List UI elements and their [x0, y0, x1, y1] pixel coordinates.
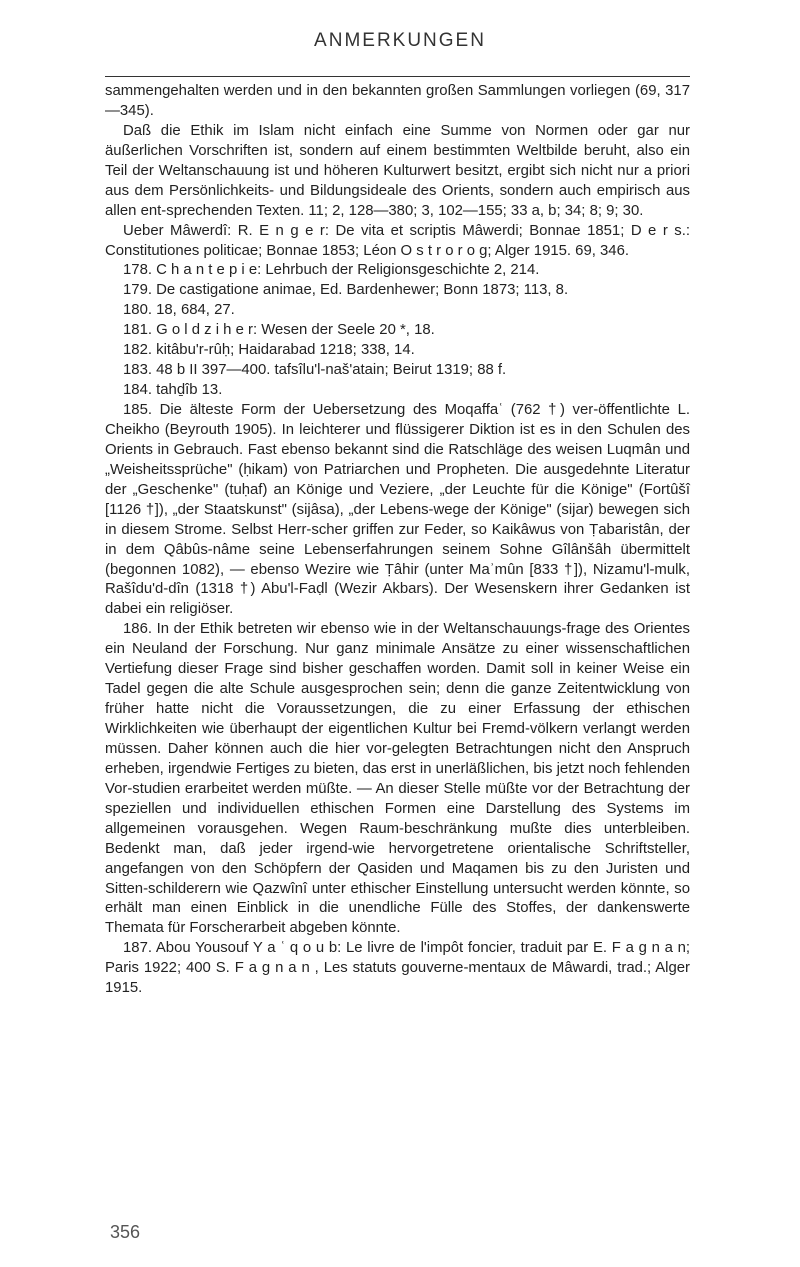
- note-continuation: sammengehalten werden und in den bekannten großen Sammlungen vorliegen (69, 317—345).: [105, 83, 690, 119]
- page-header: ANMERKUNGEN: [314, 30, 486, 51]
- header-rule: [105, 76, 690, 77]
- note-184: 184. tahḏîb 13.: [123, 382, 223, 399]
- note-187: 187. Abou Yousouf Y a ʿ q o u b: Le livre de l'impôt foncier, traduit par E. F a g n a n; Paris 1922; 400 S. F a g n a n , Les statuts gouverne-mentaux de Mâwardi, trad.; Alger 1915.: [105, 940, 690, 997]
- note-186: 186. In der Ethik betreten wir ebenso wie in der Weltanschauungs-frage des Orientes ein Neuland der Forschung. Nur ganz minimale Ansätze zu einer wissenschaftlichen Vertiefung dieser Frage sind bisher geschaffen worden. Damit soll in keiner Weise ein Tadel gegen die alte Schule ausgesprochen sein; denn die ganze Zeitentwicklung von früher hatte nicht die Voraussetzungen, die zu einer Erfassung der ethischen Wirklichkeiten wie überhaupt der eigentlichen Kultur bei Fremd-völkern verlangt werden müssen. Daher können auch die hier vor-gelegten Betrachtungen nicht den Anspruch erheben, irgendwie Fertiges zu bieten, das erst in unerläßlichen, bis jetzt noch fehlenden Vor-studien erarbeitet werden müßte. — An dieser Stelle müßte vor der Betrachtung der speziellen und individuellen ethischen Formen eine Darstellung des Systems im allgemeinen vorausgehen. Wegen Raum-beschränkung mußte dies unterbleiben. Bedenkt man, daß jeder irgend-wie hervorgetretene orientalische Schriftsteller, angefangen von den Schöpfern der Qasiden und Maqamen bis zu den Juristen und Sitten-schilderern wie Qazwînî unter ethischer Einstellung untersucht werden könnte, so erhält man einen Einblick in die unendliche Fülle des Stoffes, der dankenswerte Themata für Forscherarbeit abgeben könnte.: [105, 621, 690, 937]
- note-179: 179. De castigatione animae, Ed. Bardenhewer; Bonn 1873; 113, 8.: [123, 282, 569, 299]
- note-185: 185. Die älteste Form der Uebersetzung des Moqaffaʿ (762 †) ver-öffentlichte L. Cheikho (Beyrouth 1905). In leichterer und flüssigerer Diktion ist es in den Schulen des Orients in Gebrauch. Fast ebenso bekannt sind die Ratschläge des weisen Luqmân und „Weisheitssprüche" (ḥikam) von Patriarchen und Propheten. Die ausgedehnte Literatur der „Geschenke" (tuḥaf) an Könige und Veziere, „der Leuchte für die Könige" (Fortûšî [1126 †]), „der Staatskunst" (sijâsa), „der Lebens-wege der Könige" (sijar) bewegen sich in diesem Strome. Selbst Herr-scher griffen zur Feder, so Kaikâwus von Ṭabaristân, der in dem Qâbûs-nâme seine Lebenserfahrungen seinem Sohne Gîlânšâh übermittelt (begonnen 1082), — ebenso Wezire wie Ṭâhir (unter Maʾmûn [833 †]), Nizamu'l-mulk, Rašîdu'd-dîn (1318 †) Abu'l-Faḍl (Wezir Akbars). Der Wesenskern ihrer Gedanken ist dabei ein religiöser.: [105, 402, 690, 618]
- note-183: 183. 48 b II 397—400. tafsîlu'l-naš'atain; Beirut 1319; 88 f.: [123, 362, 507, 379]
- note-181: 181. G o l d z i h e r: Wesen der Seele 20 *, 18.: [123, 322, 435, 339]
- page-number: 356: [110, 1222, 141, 1242]
- note-180: 180. 18, 684, 27.: [123, 302, 235, 319]
- note-182: 182. kitâbu'r-rûḥ; Haidarabad 1218; 338, 14.: [123, 342, 415, 359]
- footnotes-body: [105, 82, 690, 999]
- note-178: 178. C h a n t e p i e: Lehrbuch der Religionsgeschichte 2, 214.: [123, 262, 540, 279]
- note-paragraph-ethics: Daß die Ethik im Islam nicht einfach eine Summe von Normen oder gar nur äußerlichen Vorschriften ist, sondern auf einem bestimmten Weltbilde beruht, also ein Teil der Weltanschauung ist und höheren Kulturwert besitzt, ergibt sich nicht nur a priori aus dem Persönlichkeits- und Bildungsideale des Orients, sondern auch empirisch aus allen ent-sprechenden Texten. 11; 2, 128—380; 3, 102—155; 33 a, b; 34; 8; 9; 30.: [105, 122, 690, 219]
- note-paragraph-mawerdi: Ueber Mâwerdî: R. E n g e r: De vita et scriptis Mâwerdi; Bonnae 1851; D e r s.: Constitutiones politicae; Bonnae 1853; Léon O s t r o r o g; Alger 1915. 69, 346.: [105, 222, 690, 259]
